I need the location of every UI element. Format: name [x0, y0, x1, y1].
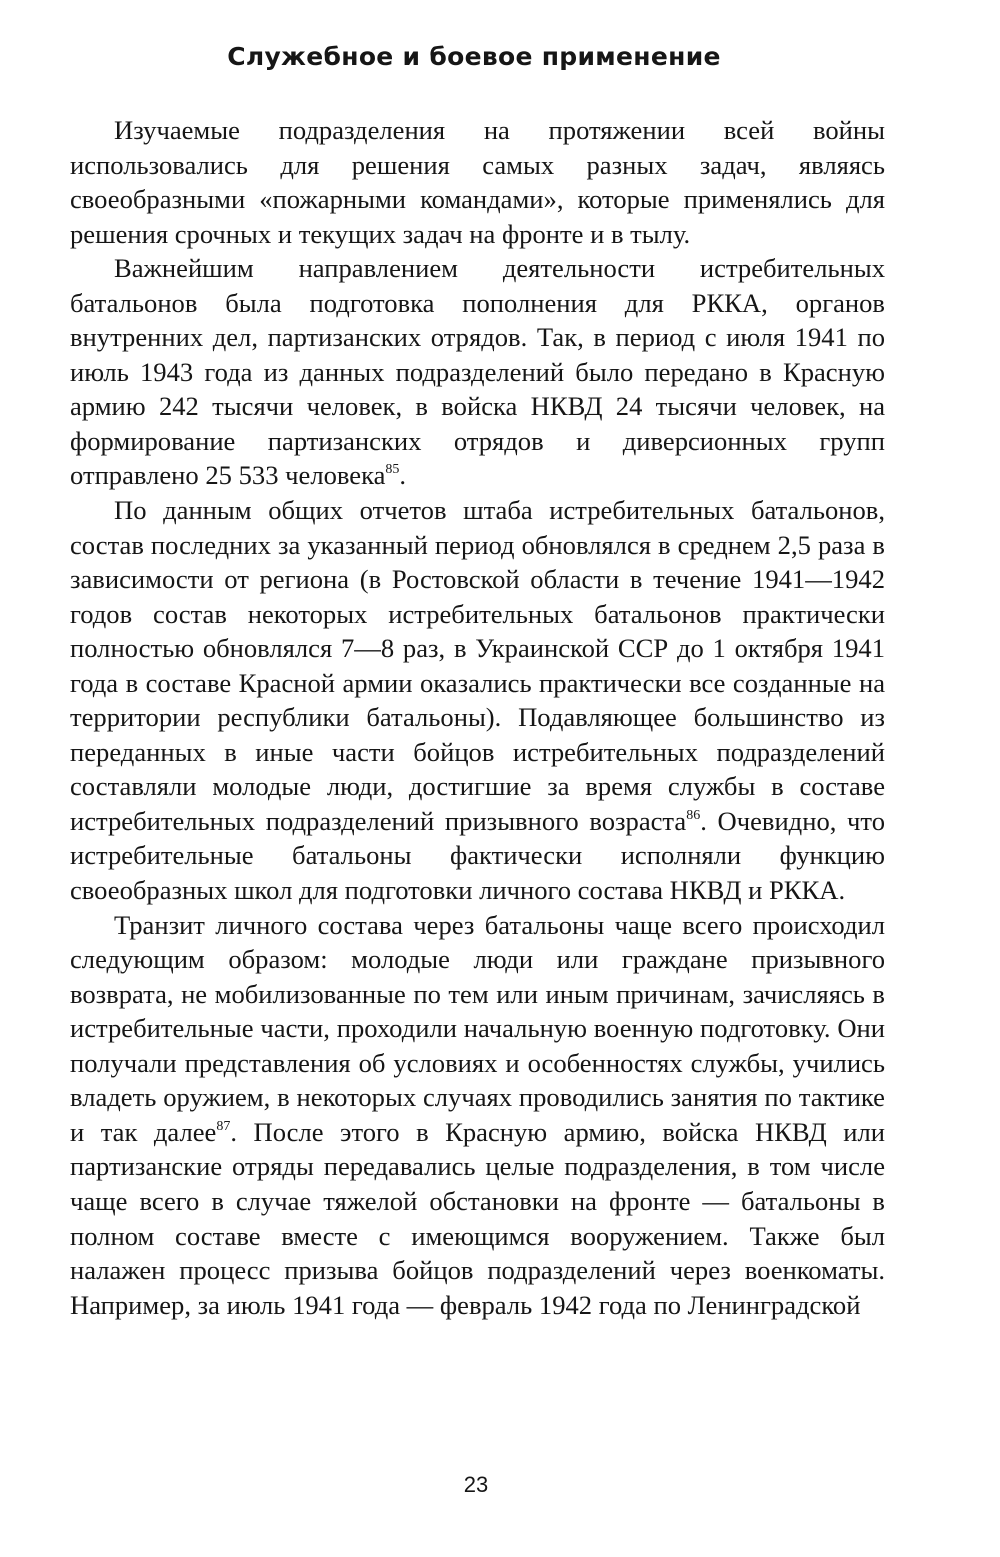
- paragraph-text: Изучаемые подразделения на протяжении всей войны использовались для решения самых разных задач, являясь своеобразными «пожарными командами», которые применялись для решения срочных и текущих задач на фронте и в тылу.: [70, 115, 885, 249]
- body-text: [70, 113, 885, 1322]
- section-heading: Служебное и боевое применение: [227, 42, 721, 71]
- paragraph-text-continued: .: [399, 460, 407, 491]
- paragraph: [70, 113, 885, 251]
- paragraph-text: Транзит личного состава через батальоны чаще всего происходил следующим образом: молодые люди или граждане призывного возврата, не мобилизованные по тем или иным причинам, зачисляясь в истребительные части, проходили начальную военную подготовку. Они получали представления об условиях и особенностях службы, учились владеть оружием, в некоторых случаях проводились занятия по тактике и так далее: [70, 909, 885, 1147]
- paragraph: [70, 493, 885, 908]
- page-number: 23: [463, 1472, 489, 1497]
- footnote-ref: 87: [216, 1118, 231, 1134]
- footnote-ref: 86: [686, 807, 701, 823]
- paragraph-text: Важнейшим направлением деятельности истребительных батальонов была подготовка пополнения для РККА, органов внутренних дел, партизанских отрядов. Так, в период с июля 1941 по июль 1943 года из данных подразделений было передано в Красную армию 242 тысячи человек, в войска НКВД 24 тысячи человек, на формирование партизанских отрядов и диверсионных групп отправлено 25 533 человека: [70, 253, 885, 491]
- paragraph-text: По данным общих отчетов штаба истребительных батальонов, состав последних за указанный период обновлялся в среднем 2,5 раза в зависимости от региона (в Ростовской области в течение 1941—1942 годов состав некоторых истребительных батальонов практически полностью обновлялся 7—8 раз, в Украинской ССР до 1 октября 1941 года в составе Красной армии оказались практически все созданные на территории республики батальоны). Подавляющее большинство из переданных в иные части бойцов истребительных подразделений составляли молодые люди, достигшие за время службы в составе истребительных подразделений призывного возраста: [70, 495, 885, 836]
- paragraph: [70, 908, 885, 1323]
- paragraph-text-continued: . После этого в Красную армию, войска НКВД или партизанские отряды передавались целые подразделения, в том числе чаще всего в случае тяжелой обстановки на фронте — батальоны в полном составе вместе с имеющимся вооружением. Также был налажен процесс призыва бойцов подразделений через военкоматы. Например, за июль 1941 года — февраль 1942 года по Ленинградской: [70, 1116, 886, 1320]
- paragraph-text-continued: . Очевидно, что истребительные батальоны фактически исполняли функцию своеобразных школ для подготовки личного состава НКВД и РККА.: [70, 805, 885, 906]
- paragraph: [70, 251, 885, 493]
- footnote-ref: 85: [385, 462, 400, 478]
